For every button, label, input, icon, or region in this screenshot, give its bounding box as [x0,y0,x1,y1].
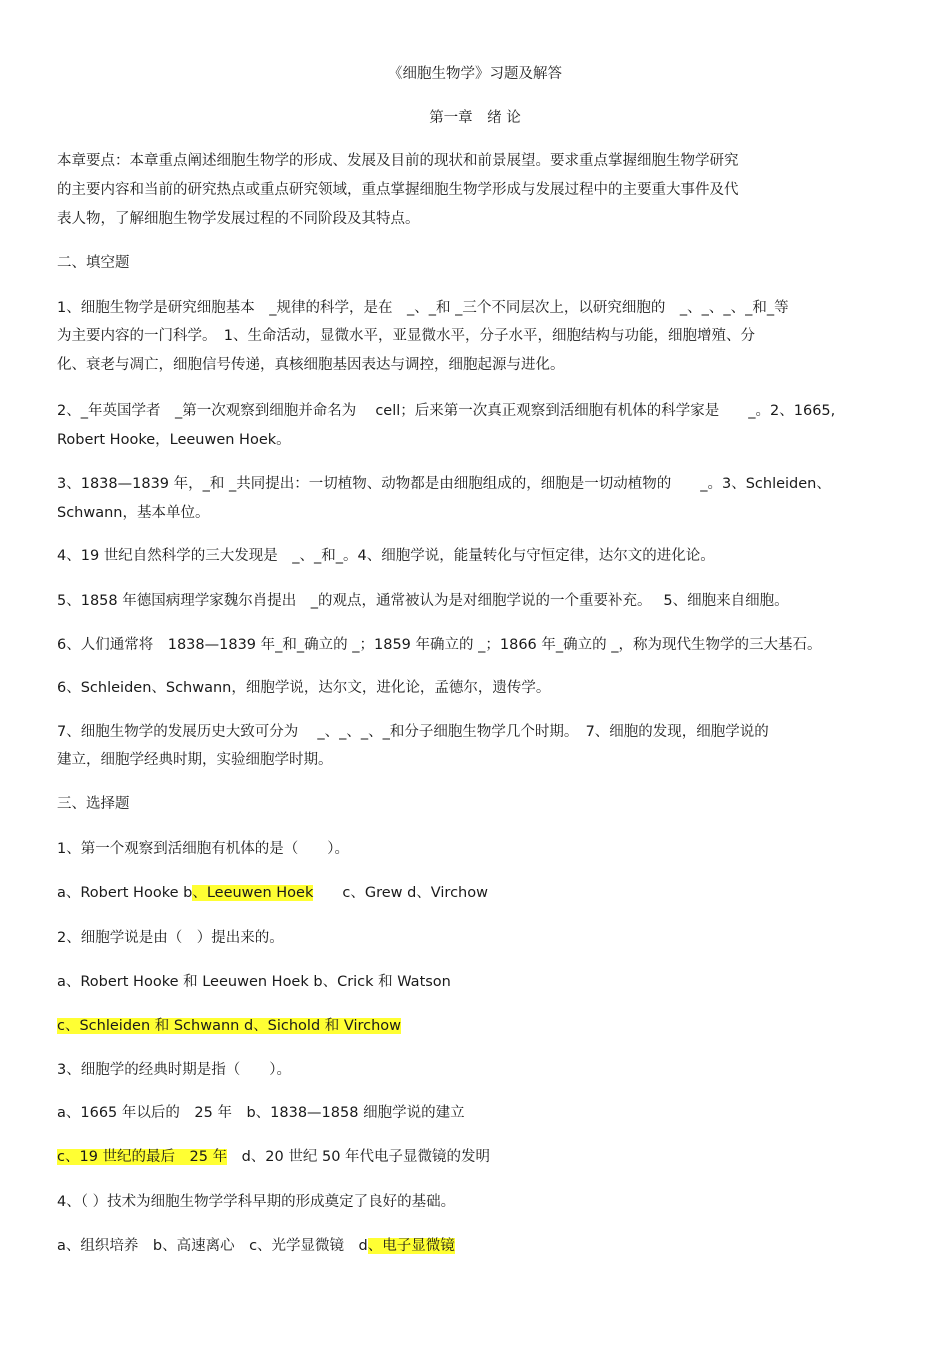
choice-q4-option-abc: a、组织培养 b、高速离心 c、光学显微镜 d [57,1238,368,1254]
intro-line-1: 本章要点：本章重点阐述细胞生物学的形成、发展及目前的现状和前景展望。要求重点掌握细胞生物学研究 [57,153,739,169]
fill-q2-line-1: 2、_年英国学者 _第一次观察到细胞并命名为 cell；后来第一次真正观察到活细胞有机体的科学家是 _。2、1665, [57,403,836,419]
choice-q3-option-d: d、20 世纪 50 年代电子显微镜的发明 [227,1149,491,1165]
fill-q6-line-1: 6、人们通常将 1838—1839 年_和_确立的 _；1859 年确立的 _；1866 年_确立的 _，称为现代生物学的三大基石。 [57,637,822,653]
fill-q5: 5、1858 年德国病理学家魏尔肖提出 _的观点，通常被认为是对细胞学说的一个重要补充。 5、细胞来自细胞。 [57,593,789,609]
choice-q2-answer-highlight: c、Schleiden 和 Schwann d、Sichold 和 Virchow [57,1018,402,1034]
fill-q6-line-2: 6、Schleiden、Schwann，细胞学说，达尔文，进化论，孟德尔，遗传学。 [57,680,551,696]
intro-line-3: 表人物，了解细胞生物学发展过程的不同阶段及其特点。 [57,211,420,227]
section-fill-heading: 二、填空题 [57,255,130,271]
fill-q7-line-1: 7、细胞生物学的发展历史大致可分为 _、_、_、_和分子细胞生物学几个时期。 7、细胞的发现，细胞学说的 [57,724,769,740]
choice-q3-answer-highlight: c、19 世纪的最后 25 年 [57,1149,228,1165]
choice-q4-stem: 4、（ ）技术为细胞生物学学科早期的形成奠定了良好的基础。 [57,1194,456,1210]
intro-line-2: 的主要内容和当前的研究热点或重点研究领域，重点掌握细胞生物学形成与发展过程中的主要重大事件及代 [57,182,739,198]
choice-q4-options [57,1236,455,1256]
choice-q2-options-cd [57,1016,401,1036]
fill-q1-line-1: 1、细胞生物学是研究细胞基本 _规律的科学，是在 _、_和 _三个不同层次上，以研究细胞的 _、_、_、_和_等 [57,300,789,316]
choice-q3-options-ab: a、1665 年以后的 25 年 b、1838—1858 细胞学说的建立 [57,1105,465,1121]
fill-q4: 4、19 世纪自然科学的三大发现是 _、_和_。4、细胞学说，能量转化与守恒定律，达尔文的进化论。 [57,548,715,564]
choice-q1-option-a: a、Robert Hooke b [57,885,193,901]
choice-q2-options-ab: a、Robert Hooke 和 Leeuwen Hoek b、Crick 和 Watson [57,974,451,990]
choice-q1-stem: 1、第一个观察到活细胞有机体的是（ ）。 [57,841,349,857]
choice-q2-stem: 2、细胞学说是由（ ）提出来的。 [57,930,284,946]
doc-title: 《细胞生物学》习题及解答 [388,66,562,82]
fill-q2-line-2: Robert Hooke，Leeuwen Hoek。 [57,432,291,448]
fill-q7-line-2: 建立，细胞学经典时期，实验细胞学时期。 [57,752,333,768]
choice-q1-option-cd: c、Grew d、Virchow [313,885,488,901]
fill-q1-line-2: 为主要内容的一门科学。 1、生命活动，显微水平，亚显微水平，分子水平，细胞结构与功能，细胞增殖、分 [57,328,755,344]
choice-q1-options [57,883,488,903]
choice-q3-stem: 3、细胞学的经典时期是指（ ）。 [57,1062,291,1078]
choice-q3-options-cd [57,1147,490,1167]
fill-q3-line-2: Schwann，基本单位。 [57,505,210,521]
fill-q1-line-3: 化、衰老与凋亡，细胞信号传递，真核细胞基因表达与调控，细胞起源与进化。 [57,357,565,373]
choice-q4-answer-highlight: 、电子显微镜 [367,1238,455,1254]
chapter-heading: 第一章 绪 论 [429,110,521,126]
choice-q1-answer-highlight: 、Leeuwen Hoek [192,885,314,901]
fill-q3-line-1: 3、1838—1839 年，_和 _共同提出：一切植物、动物都是由细胞组成的，细胞是一切动植物的 _。3、Schleiden、 [57,476,831,492]
section-choice-heading: 三、选择题 [57,796,130,812]
